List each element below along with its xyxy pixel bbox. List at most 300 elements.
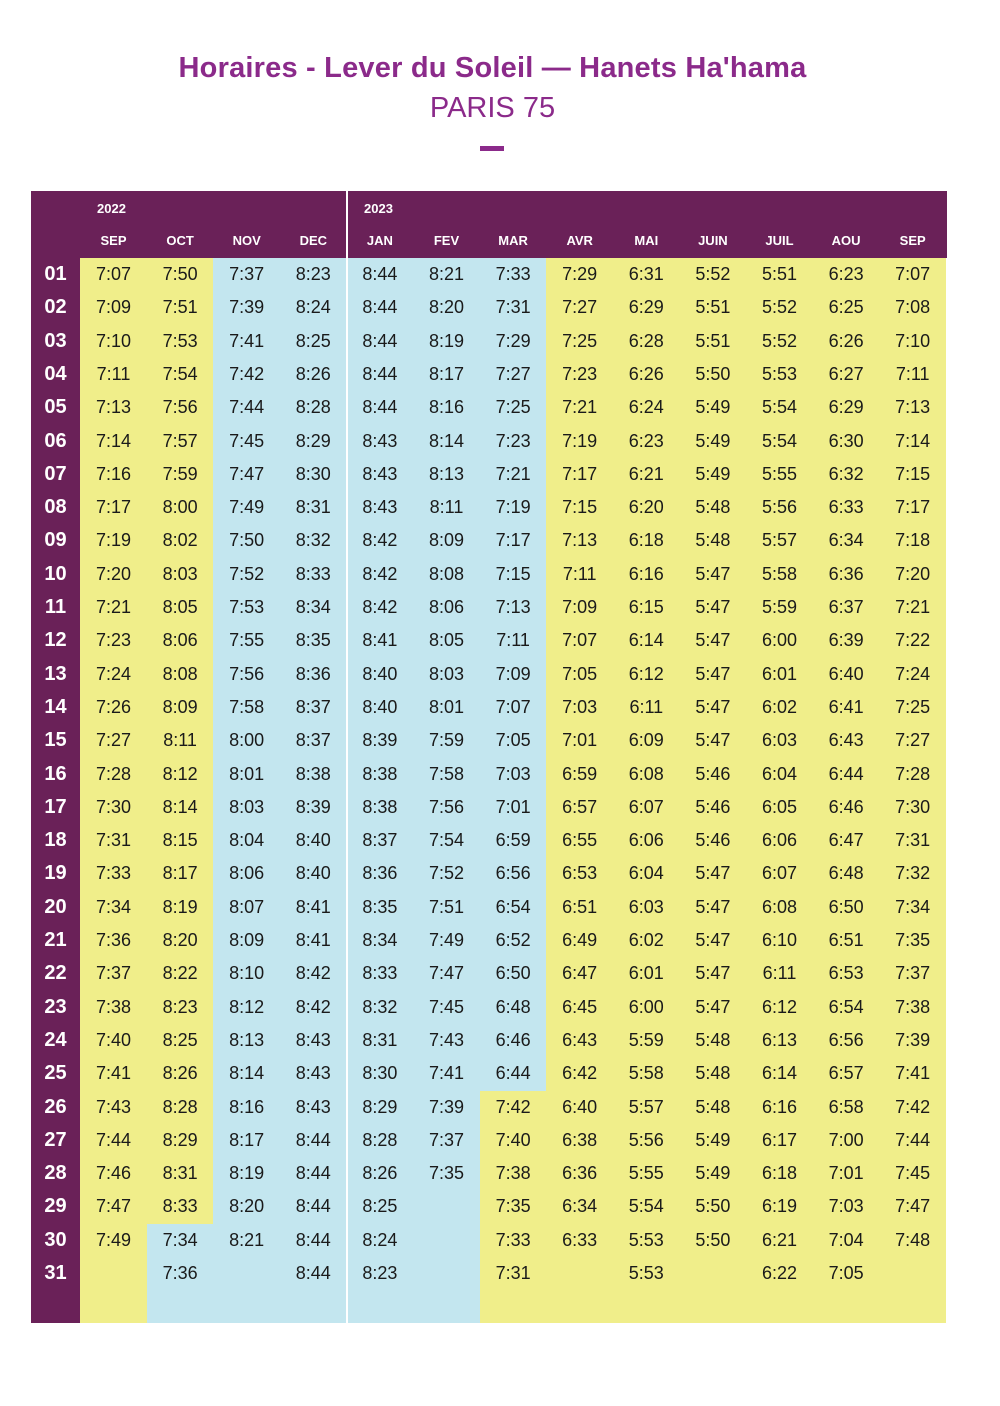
sunrise-time-cell: 8:40 bbox=[362, 696, 398, 717]
sunrise-time-cell: 5:47 bbox=[695, 963, 731, 984]
sunrise-time-cell: 8:28 bbox=[362, 1129, 398, 1150]
year-separator bbox=[346, 191, 348, 1323]
sunrise-time-cell: 8:07 bbox=[229, 896, 265, 917]
sunrise-time-cell: 8:25 bbox=[295, 330, 331, 351]
sunrise-time-cell: 5:53 bbox=[628, 1263, 664, 1283]
sunrise-time-cell: 8:40 bbox=[295, 830, 331, 851]
sunrise-time-cell: 8:29 bbox=[362, 1096, 398, 1117]
sunrise-time-cell: 7:49 bbox=[229, 497, 265, 518]
sunrise-time-cell: 8:12 bbox=[229, 996, 265, 1017]
sunrise-time-cell: 7:27 bbox=[895, 730, 931, 751]
sunrise-time-cell: 8:13 bbox=[428, 463, 465, 484]
sunrise-time-cell: 6:44 bbox=[495, 1063, 531, 1084]
sunrise-time-cell: 8:41 bbox=[295, 930, 331, 950]
sunrise-time-cell: 7:18 bbox=[895, 530, 931, 551]
sunrise-time-cell: 7:33 bbox=[495, 1229, 531, 1250]
sunrise-time-cell: 6:02 bbox=[628, 930, 664, 950]
sunrise-time-cell: 5:48 bbox=[695, 1029, 731, 1050]
sunrise-time-cell: 7:13 bbox=[895, 397, 931, 418]
sunrise-time-cell: 7:34 bbox=[95, 896, 132, 917]
sunrise-time-cell: 6:51 bbox=[562, 896, 598, 917]
sunrise-time-cell: 5:47 bbox=[695, 996, 731, 1017]
day-label: 02 bbox=[44, 296, 67, 319]
sunrise-time-cell: 6:46 bbox=[828, 796, 864, 817]
day-label: 30 bbox=[44, 1228, 67, 1251]
sunrise-time-cell: 8:14 bbox=[162, 796, 198, 817]
sunrise-time-cell: 8:06 bbox=[162, 630, 198, 651]
sunrise-time-cell: 6:23 bbox=[828, 264, 864, 284]
day-label: 09 bbox=[44, 529, 67, 552]
month-header: AVR bbox=[566, 233, 593, 248]
sunrise-time-cell: 7:59 bbox=[428, 730, 465, 751]
sunrise-time-cell: 8:22 bbox=[162, 963, 198, 984]
sunrise-time-cell: 7:13 bbox=[95, 397, 132, 418]
sunrise-time-cell: 7:14 bbox=[895, 430, 931, 451]
sunrise-time-cell: 6:14 bbox=[761, 1063, 798, 1084]
sunrise-time-cell: 5:52 bbox=[761, 297, 798, 318]
sunrise-time-cell: 8:29 bbox=[295, 430, 331, 451]
sunrise-time-cell: 5:46 bbox=[695, 830, 731, 851]
sunrise-time-cell: 5:51 bbox=[761, 264, 798, 284]
sunrise-time-cell: 7:17 bbox=[495, 530, 531, 551]
sunrise-time-cell: 6:47 bbox=[828, 830, 864, 851]
sunrise-time-cell: 6:52 bbox=[495, 930, 531, 950]
sunrise-time-cell: 8:24 bbox=[295, 297, 331, 318]
sunrise-time-cell: 5:58 bbox=[628, 1063, 664, 1084]
sunrise-time-cell: 7:37 bbox=[229, 264, 265, 284]
sunrise-time-cell: 8:16 bbox=[229, 1096, 265, 1117]
sunrise-time-cell: 5:48 bbox=[695, 1063, 731, 1084]
sunrise-time-cell: 6:33 bbox=[828, 497, 864, 518]
sunrise-time-cell: 6:58 bbox=[828, 1096, 864, 1117]
sunrise-time-cell: 7:54 bbox=[428, 830, 465, 851]
month-header: FEV bbox=[433, 233, 460, 248]
sunrise-time-cell: 7:01 bbox=[495, 796, 531, 817]
sunrise-time-cell: 5:47 bbox=[695, 896, 731, 917]
sunrise-time-cell: 7:49 bbox=[428, 930, 465, 950]
sunrise-time-cell: 8:38 bbox=[295, 763, 331, 784]
sunrise-time-cell: 7:59 bbox=[162, 463, 198, 484]
sunrise-time-cell: 7:35 bbox=[495, 1196, 531, 1217]
sunrise-time-cell: 7:25 bbox=[895, 696, 931, 717]
sunrise-time-cell: 6:55 bbox=[562, 830, 598, 851]
day-label: 05 bbox=[44, 396, 67, 419]
sunrise-time-cell: 8:26 bbox=[162, 1063, 198, 1084]
sunrise-time-cell: 8:09 bbox=[229, 930, 265, 950]
sunrise-time-cell: 7:33 bbox=[95, 863, 132, 884]
sunrise-time-cell: 5:49 bbox=[695, 397, 731, 418]
sunrise-time-cell: 8:44 bbox=[295, 1263, 331, 1283]
sunrise-time-cell: 7:31 bbox=[895, 830, 931, 851]
sunrise-time-cell: 7:53 bbox=[162, 330, 198, 351]
sunrise-time-cell: 8:12 bbox=[162, 763, 198, 784]
sunrise-time-cell: 5:54 bbox=[761, 397, 798, 418]
sunrise-time-cell: 6:25 bbox=[828, 297, 864, 318]
sunrise-time-cell: 8:44 bbox=[362, 264, 398, 284]
sunrise-time-cell: 7:33 bbox=[495, 264, 531, 284]
day-label: 19 bbox=[44, 862, 67, 885]
sunrise-time-cell: 8:04 bbox=[229, 830, 265, 851]
sunrise-time-cell: 6:00 bbox=[628, 996, 664, 1017]
sunrise-time-cell: 6:33 bbox=[562, 1229, 598, 1250]
sunrise-time-cell: 8:11 bbox=[163, 730, 197, 751]
sunrise-time-cell: 7:31 bbox=[495, 1263, 531, 1283]
sunrise-time-cell: 8:23 bbox=[362, 1263, 398, 1283]
sunrise-time-cell: 8:08 bbox=[428, 563, 465, 584]
sunrise-time-cell: 7:44 bbox=[95, 1129, 132, 1150]
sunrise-time-cell: 7:47 bbox=[428, 963, 465, 984]
sunrise-time-cell: 7:10 bbox=[895, 330, 931, 351]
sunrise-time-cell: 5:58 bbox=[761, 563, 798, 584]
sunrise-time-cell: 8:20 bbox=[229, 1196, 265, 1217]
day-label: 10 bbox=[44, 562, 67, 585]
sunrise-time-cell: 7:27 bbox=[95, 730, 132, 751]
sunrise-time-cell: 7:07 bbox=[495, 696, 531, 717]
sunrise-time-cell: 8:30 bbox=[362, 1063, 398, 1084]
sunrise-time-cell: 7:42 bbox=[895, 1096, 931, 1117]
day-label: 25 bbox=[44, 1062, 67, 1085]
day-label: 01 bbox=[44, 263, 67, 285]
sunrise-time-cell: 7:37 bbox=[95, 963, 132, 984]
sunrise-time-cell: 7:23 bbox=[562, 363, 598, 384]
sunrise-time-cell: 6:36 bbox=[828, 563, 864, 584]
sunrise-time-cell: 7:16 bbox=[95, 463, 132, 484]
sunrise-time-cell: 5:50 bbox=[695, 363, 731, 384]
sunrise-time-cell: 7:39 bbox=[895, 1029, 931, 1050]
sunrise-time-cell: 8:16 bbox=[428, 397, 465, 418]
month-header: SEP bbox=[899, 233, 926, 248]
day-label: 12 bbox=[44, 629, 67, 652]
sunrise-time-cell: 6:54 bbox=[828, 996, 864, 1017]
sunrise-time-cell: 7:17 bbox=[562, 463, 598, 484]
sunrise-time-cell: 7:05 bbox=[495, 730, 531, 751]
month-header: MAI bbox=[634, 233, 659, 248]
sunrise-time-cell: 7:10 bbox=[95, 330, 132, 351]
sunrise-time-cell: 7:38 bbox=[495, 1163, 531, 1184]
sunrise-time-cell: 8:30 bbox=[295, 463, 331, 484]
sunrise-time-cell: 5:51 bbox=[695, 297, 731, 318]
sunrise-time-cell: 5:48 bbox=[695, 530, 731, 551]
sunrise-time-cell: 7:51 bbox=[162, 297, 198, 318]
sunrise-time-cell: 8:03 bbox=[229, 796, 265, 817]
day-label: 11 bbox=[44, 596, 67, 618]
sunrise-time-cell: 7:44 bbox=[229, 397, 265, 418]
sunrise-time-cell: 7:24 bbox=[95, 663, 132, 684]
sunrise-time-cell: 6:13 bbox=[761, 1029, 798, 1050]
sunrise-time-cell: 5:47 bbox=[695, 663, 731, 684]
sunrise-time-cell: 7:13 bbox=[495, 597, 531, 617]
sunrise-time-cell: 7:51 bbox=[428, 896, 465, 917]
sunrise-time-cell: 8:44 bbox=[295, 1196, 331, 1217]
sunrise-time-cell: 8:36 bbox=[362, 863, 398, 884]
sunrise-time-cell: 6:47 bbox=[562, 963, 598, 984]
sunrise-time-cell: 5:50 bbox=[695, 1196, 731, 1217]
sunrise-time-cell: 6:24 bbox=[628, 397, 664, 418]
sunrise-time-cell: 6:50 bbox=[828, 896, 864, 917]
sunrise-time-cell: 7:21 bbox=[495, 463, 531, 484]
sunrise-time-cell: 5:55 bbox=[628, 1163, 664, 1184]
day-label: 06 bbox=[44, 429, 67, 452]
month-header: JUIN bbox=[698, 233, 728, 248]
sunrise-time-cell: 6:34 bbox=[828, 530, 864, 551]
sunrise-time-cell: 8:33 bbox=[162, 1196, 198, 1217]
sunrise-time-cell: 6:18 bbox=[761, 1163, 798, 1184]
year-label-2023: 2023 bbox=[364, 201, 393, 216]
sunrise-time-cell: 7:41 bbox=[229, 330, 265, 351]
sunrise-time-cell: 7:21 bbox=[895, 597, 931, 617]
sunrise-time-cell: 6:17 bbox=[761, 1129, 798, 1150]
sunrise-time-cell: 6:48 bbox=[495, 996, 531, 1017]
sunrise-time-cell: 6:32 bbox=[828, 463, 864, 484]
sunrise-time-cell: 6:09 bbox=[628, 730, 664, 751]
sunrise-time-cell: 7:30 bbox=[895, 796, 931, 817]
sunrise-time-cell: 7:19 bbox=[562, 430, 598, 451]
sunrise-time-cell: 6:03 bbox=[628, 896, 664, 917]
sunrise-time-cell: 7:34 bbox=[895, 896, 931, 917]
day-label: 22 bbox=[44, 962, 67, 985]
sunrise-time-cell: 6:06 bbox=[761, 830, 798, 851]
day-label: 26 bbox=[44, 1095, 67, 1118]
sunrise-time-cell: 8:44 bbox=[362, 397, 398, 418]
sunrise-time-cell: 6:28 bbox=[628, 330, 664, 351]
sunrise-time-cell: 7:09 bbox=[562, 597, 598, 617]
sunrise-time-cell: 7:45 bbox=[428, 996, 465, 1017]
sunrise-time-cell: 8:42 bbox=[362, 597, 398, 617]
sunrise-time-cell: 7:41 bbox=[895, 1063, 931, 1084]
sunrise-time-cell: 8:43 bbox=[362, 463, 398, 484]
sunrise-time-cell: 8:28 bbox=[295, 397, 331, 418]
sunrise-time-cell: 8:24 bbox=[362, 1229, 398, 1250]
sunrise-time-cell: 5:47 bbox=[695, 563, 731, 584]
sunrise-time-cell: 7:22 bbox=[895, 630, 931, 651]
sunrise-time-cell: 8:19 bbox=[162, 896, 198, 917]
sunrise-time-cell: 7:05 bbox=[828, 1263, 864, 1283]
sunrise-time-cell: 8:20 bbox=[428, 297, 465, 318]
month-header: SEP bbox=[100, 233, 127, 248]
sunrise-time-cell: 8:43 bbox=[362, 497, 398, 518]
sunrise-time-cell: 6:06 bbox=[628, 830, 664, 851]
sunrise-time-cell: 6:54 bbox=[495, 896, 531, 917]
sunrise-time-cell: 6:00 bbox=[761, 630, 798, 651]
sunrise-time-cell: 7:20 bbox=[895, 563, 931, 584]
day-label: 23 bbox=[44, 995, 67, 1018]
sunrise-time-cell: 8:44 bbox=[295, 1129, 331, 1150]
sunrise-time-cell: 7:27 bbox=[495, 363, 531, 384]
sunrise-time-cell: 8:00 bbox=[229, 730, 265, 751]
day-label: 14 bbox=[44, 695, 67, 718]
sunrise-time-cell: 5:47 bbox=[695, 696, 731, 717]
sunrise-time-cell: 6:29 bbox=[828, 397, 864, 418]
sunrise-time-cell: 8:26 bbox=[362, 1163, 398, 1184]
sunrise-time-cell: 8:43 bbox=[295, 1096, 331, 1117]
sunrise-time-cell: 7:48 bbox=[895, 1229, 931, 1250]
sunrise-time-cell: 8:29 bbox=[162, 1129, 198, 1150]
sunrise-time-cell: 8:33 bbox=[295, 563, 331, 584]
sunrise-time-cell: 5:57 bbox=[628, 1096, 664, 1117]
sunrise-time-cell: 8:42 bbox=[295, 963, 331, 984]
sunrise-time-cell: 8:05 bbox=[162, 597, 198, 617]
sunrise-time-cell: 6:48 bbox=[828, 863, 864, 884]
sunrise-time-cell: 6:29 bbox=[628, 297, 664, 318]
sunrise-time-cell: 8:25 bbox=[162, 1029, 198, 1050]
sunrise-time-cell: 8:19 bbox=[229, 1163, 265, 1184]
sunrise-time-cell: 6:07 bbox=[761, 863, 798, 884]
sunrise-time-cell: 7:56 bbox=[162, 397, 198, 418]
sunrise-time-cell: 8:03 bbox=[428, 663, 465, 684]
sunrise-time-cell: 8:42 bbox=[362, 530, 398, 551]
sunrise-time-cell: 7:41 bbox=[95, 1063, 132, 1084]
sunrise-time-cell: 7:50 bbox=[162, 264, 198, 284]
sunrise-time-cell: 6:16 bbox=[628, 563, 664, 584]
sunrise-time-cell: 8:39 bbox=[295, 796, 331, 817]
sunrise-time-cell: 8:02 bbox=[162, 530, 198, 551]
sunrise-time-cell: 7:36 bbox=[95, 930, 132, 950]
sunrise-time-cell: 5:49 bbox=[695, 430, 731, 451]
sunrise-time-cell: 7:58 bbox=[229, 696, 265, 717]
sunrise-time-cell: 6:46 bbox=[495, 1029, 531, 1050]
sunrise-time-cell: 7:14 bbox=[95, 430, 132, 451]
sunrise-time-cell: 8:37 bbox=[295, 730, 331, 751]
sunrise-time-cell: 5:47 bbox=[695, 597, 731, 617]
sunrise-time-cell: 7:20 bbox=[95, 563, 132, 584]
sunrise-time-cell: 6:59 bbox=[562, 763, 598, 784]
sunrise-time-cell: 7:39 bbox=[229, 297, 265, 318]
sunrise-time-cell: 7:32 bbox=[895, 863, 931, 884]
sunrise-time-cell: 8:28 bbox=[162, 1096, 198, 1117]
sunrise-time-cell: 8:34 bbox=[362, 930, 398, 950]
sunrise-time-cell: 7:39 bbox=[428, 1096, 465, 1117]
sunrise-time-cell: 8:01 bbox=[428, 696, 465, 717]
sunrise-time-cell: 7:40 bbox=[495, 1129, 531, 1150]
sunrise-time-cell: 7:11 bbox=[895, 363, 930, 384]
sunrise-time-cell: 6:59 bbox=[495, 830, 531, 851]
sunrise-time-cell: 8:17 bbox=[162, 863, 198, 884]
sunrise-time-cell: 6:15 bbox=[628, 597, 664, 617]
sunrise-time-cell: 5:50 bbox=[695, 1229, 731, 1250]
sunrise-time-cell: 5:46 bbox=[695, 763, 731, 784]
sunrise-time-cell: 7:00 bbox=[828, 1129, 864, 1150]
sunrise-time-cell: 6:08 bbox=[761, 896, 798, 917]
sunrise-time-cell: 7:11 bbox=[96, 363, 131, 384]
sunrise-time-cell: 7:07 bbox=[562, 630, 598, 651]
sunrise-time-cell: 8:20 bbox=[162, 930, 198, 950]
month-header: OCT bbox=[166, 233, 194, 248]
sunrise-time-cell: 7:21 bbox=[562, 397, 598, 418]
sunrise-time-cell: 7:35 bbox=[428, 1163, 465, 1184]
sunrise-time-cell: 6:51 bbox=[828, 930, 864, 950]
sunrise-time-cell: 6:57 bbox=[562, 796, 598, 817]
sunrise-time-cell: 7:25 bbox=[495, 397, 531, 418]
sunrise-time-cell: 7:57 bbox=[162, 430, 198, 451]
sunrise-time-cell: 7:40 bbox=[95, 1029, 132, 1050]
sunrise-time-cell: 5:53 bbox=[628, 1229, 664, 1250]
sunrise-time-cell: 7:34 bbox=[162, 1229, 198, 1250]
sunrise-time-cell: 8:39 bbox=[362, 730, 398, 751]
sunrise-time-cell: 7:17 bbox=[895, 497, 931, 518]
day-label: 07 bbox=[44, 462, 67, 485]
sunrise-time-cell: 8:23 bbox=[162, 996, 198, 1017]
sunrise-time-cell: 7:28 bbox=[95, 763, 132, 784]
sunrise-time-cell: 7:41 bbox=[428, 1063, 465, 1084]
sunrise-time-cell: 7:11 bbox=[562, 563, 597, 584]
sunrise-time-cell: 7:15 bbox=[495, 563, 531, 584]
sunrise-time-cell: 6:10 bbox=[761, 930, 798, 950]
sunrise-time-cell: 6:21 bbox=[628, 463, 664, 484]
sunrise-time-cell: 5:49 bbox=[695, 1129, 731, 1150]
sunrise-time-cell: 7:45 bbox=[229, 430, 265, 451]
sunrise-time-cell: 7:38 bbox=[95, 996, 132, 1017]
day-label: 24 bbox=[44, 1028, 67, 1051]
sunrise-time-cell: 7:07 bbox=[95, 264, 132, 284]
sunrise-time-cell: 5:49 bbox=[695, 1163, 731, 1184]
day-label: 21 bbox=[44, 929, 67, 951]
sunrise-time-cell: 6:21 bbox=[761, 1229, 798, 1250]
sunrise-time-cell: 7:25 bbox=[562, 330, 598, 351]
sunrise-time-cell: 5:47 bbox=[695, 630, 731, 651]
sunrise-time-cell: 8:01 bbox=[229, 763, 265, 784]
sunrise-time-cell: 7:43 bbox=[428, 1029, 465, 1050]
sunrise-time-cell: 6:01 bbox=[628, 963, 664, 984]
sunrise-time-cell: 7:03 bbox=[828, 1196, 864, 1217]
sunrise-time-cell: 8:31 bbox=[295, 497, 331, 518]
sunrise-time-cell: 8:14 bbox=[229, 1063, 265, 1084]
sunrise-time-cell: 8:19 bbox=[428, 330, 465, 351]
sunrise-time-cell: 8:37 bbox=[295, 696, 331, 717]
day-label: 17 bbox=[44, 795, 67, 818]
sunrise-time-cell: 7:30 bbox=[95, 796, 132, 817]
sunrise-time-cell: 8:33 bbox=[362, 963, 398, 984]
sunrise-time-cell: 8:40 bbox=[295, 863, 331, 884]
sunrise-time-cell: 8:13 bbox=[229, 1029, 265, 1050]
sunrise-time-cell: 8:25 bbox=[362, 1196, 398, 1217]
sunrise-time-cell: 6:50 bbox=[495, 963, 531, 984]
sunrise-time-cell: 7:03 bbox=[562, 696, 598, 717]
sunrise-time-cell: 7:09 bbox=[495, 663, 531, 684]
sunrise-time-cell: 7:19 bbox=[95, 530, 132, 551]
sunrise-time-cell: 6:31 bbox=[628, 264, 664, 284]
sunrise-time-cell: 8:37 bbox=[362, 830, 398, 851]
month-header: JUIL bbox=[765, 233, 794, 248]
day-label: 18 bbox=[44, 829, 67, 852]
sunrise-time-cell: 6:12 bbox=[761, 996, 798, 1017]
sunrise-time-cell: 7:56 bbox=[229, 663, 265, 684]
sunrise-time-cell: 6:53 bbox=[828, 963, 864, 984]
day-label: 29 bbox=[44, 1195, 67, 1218]
sunrise-time-cell: 7:53 bbox=[229, 597, 265, 617]
sunrise-time-cell: 7:46 bbox=[95, 1163, 132, 1184]
sunrise-time-cell: 5:56 bbox=[628, 1129, 664, 1150]
sunrise-time-cell: 7:37 bbox=[428, 1129, 465, 1150]
sunrise-time-cell: 5:52 bbox=[761, 330, 798, 351]
year-label-2022: 2022 bbox=[97, 201, 126, 216]
sunrise-time-cell: 6:49 bbox=[562, 930, 598, 950]
sunrise-time-cell: 6:05 bbox=[761, 796, 798, 817]
sunrise-time-cell: 6:01 bbox=[761, 663, 798, 684]
sunrise-time-cell: 6:19 bbox=[761, 1196, 798, 1217]
sunrise-time-cell: 6:16 bbox=[761, 1096, 798, 1117]
day-label: 08 bbox=[44, 496, 67, 519]
sunrise-time-cell: 7:21 bbox=[95, 597, 132, 617]
sunrise-time-cell: 8:32 bbox=[295, 530, 331, 551]
sunrise-time-cell: 8:17 bbox=[229, 1129, 265, 1150]
sunrise-time-cell: 5:48 bbox=[695, 497, 731, 518]
sunrise-time-cell: 7:26 bbox=[95, 696, 132, 717]
sunrise-time-cell: 6:39 bbox=[828, 630, 864, 651]
sunrise-time-cell: 8:44 bbox=[362, 330, 398, 351]
sunrise-time-cell: 8:40 bbox=[362, 663, 398, 684]
sunrise-time-cell: 6:41 bbox=[828, 696, 864, 717]
month-header: NOV bbox=[232, 233, 261, 248]
